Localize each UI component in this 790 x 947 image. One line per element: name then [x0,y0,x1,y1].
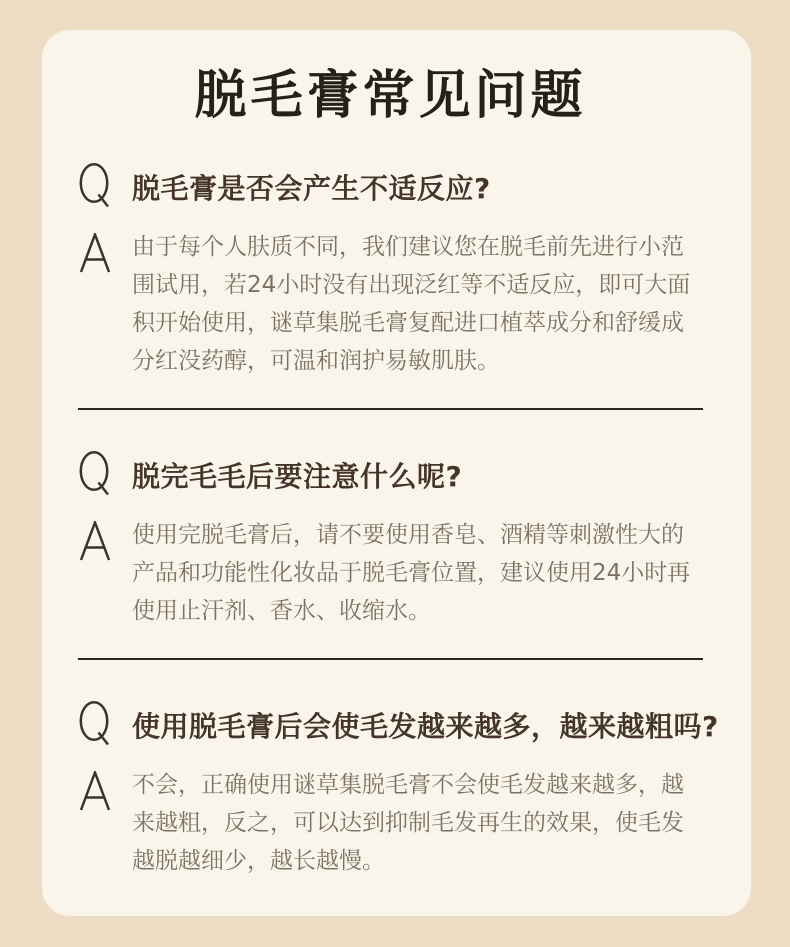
faq-list [78,162,719,880]
a-mark-icon [78,516,132,561]
question-text: 脱完毛毛后要注意什么呢? [132,460,463,493]
answer-row [78,766,703,880]
a-mark-icon [78,766,132,811]
faq-section [78,408,703,630]
answer-row [78,516,703,630]
q-mark-icon [78,450,132,500]
answer-text: 使用完脱毛膏后，请不要使用香皂、酒精等刺激性大的产品和功能性化妆品于脱毛膏位置，建议使用24小时再使用止汗剂、香水、收缩水。 [132,522,691,624]
q-mark-icon [78,162,132,212]
a-mark-icon [78,228,132,273]
page-title: 脱毛膏常见问题 [194,66,587,126]
faq-section [78,162,703,380]
q-mark-icon [78,700,132,750]
section-divider [78,658,703,660]
question-row [78,700,719,750]
question-text: 使用脱毛膏后会使毛发越来越多，越来越粗吗? [132,710,719,743]
answer-text: 不会，正确使用谜草集脱毛膏不会使毛发越来越多，越来越粗，反之，可以达到抑制毛发再生的效果，使毛发越脱越细少，越长越慢。 [132,772,684,874]
answer-row [78,228,703,380]
question-text: 脱毛膏是否会产生不适反应? [132,172,491,205]
section-divider [78,408,703,410]
question-row [78,162,703,212]
answer-text: 由于每个人肤质不同，我们建议您在脱毛前先进行小范围试用，若24小时没有出现泛红等不适反应，即可大面积开始使用，谜草集脱毛膏复配进口植萃成分和舒缓成分红没药醇，可温和润护易敏肌肤。 [132,234,691,374]
question-row [78,450,703,500]
faq-card [42,30,751,916]
faq-section [78,658,719,880]
